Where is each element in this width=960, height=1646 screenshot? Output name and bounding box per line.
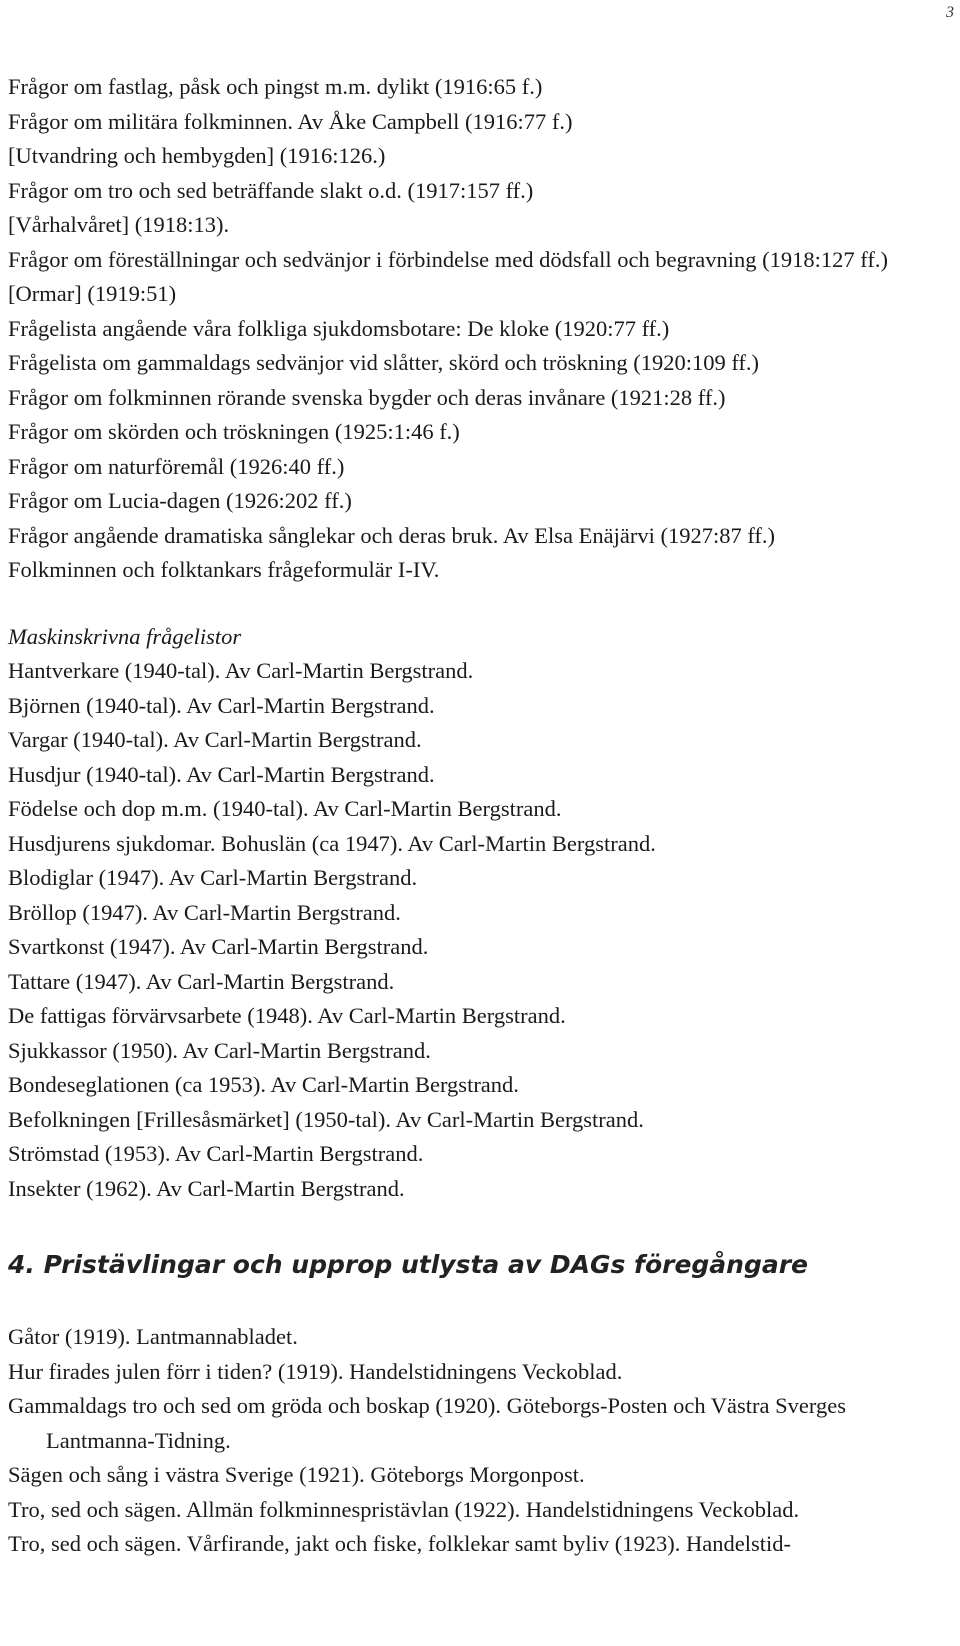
list-entry: Tro, sed och sägen. Allmän folkminnespristävlan (1922). Handelstidningens Veckoblad. [8,1496,800,1522]
section-heading: 4. Pristävlingar och upprop utlysta av DAGs föregångare [8,1250,809,1279]
list-entry: Sjukkassor (1950). Av Carl-Martin Bergstrand. [8,1037,431,1063]
list-entry: Vargar (1940-tal). Av Carl-Martin Bergstrand. [8,727,422,752]
list-entry: Husdjur (1940-tal). Av Carl-Martin Bergstrand. [8,761,435,787]
page-number: 3 [946,4,954,21]
list-entry: Hur firades julen förr i tiden? (1919). Handelstidningens Veckoblad. [8,1358,623,1384]
competition-list [8,1320,948,1562]
questionnaire-list [8,70,948,588]
list-entry: Tattare (1947). Av Carl-Martin Bergstrand. [8,968,395,994]
list-entry: [Vårhalvåret] (1918:13). [8,212,230,237]
list-entry: Frågor angående dramatiska sånglekar och deras bruk. Av Elsa Enäjärvi (1927:87 ff.) [8,522,776,548]
list-entry: [Ormar] (1919:51) [8,281,177,306]
list-entry: Strömstad (1953). Av Carl-Martin Bergstrand. [8,1141,424,1166]
list-entry: Sägen och sång i västra Sverige (1921). Göteborgs Morgonpost. [8,1462,585,1487]
typewritten-questionnaire-list [8,654,948,1206]
list-entry: Insekter (1962). Av Carl-Martin Bergstrand. [8,1175,405,1201]
list-entry: Frågor om militära folkminnen. Av Åke Campbell (1916:77 f.) [8,108,573,134]
list-entry: Hantverkare (1940-tal). Av Carl-Martin Bergstrand. [8,658,474,683]
list-entry: Frågor om Lucia-dagen (1926:202 ff.) [8,488,352,513]
list-entry: Frågelista angående våra folkliga sjukdomsbotare: De kloke (1920:77 ff.) [8,315,670,341]
list-entry: Frågor om folkminnen rörande svenska bygder och deras invånare (1921:28 ff.) [8,384,726,410]
typewritten-questionnaires-subheading: Maskinskrivna frågelistor [8,623,242,649]
list-entry: Björnen (1940-tal). Av Carl-Martin Bergstrand. [8,692,435,718]
list-entry: Frågelista om gammaldags sedvänjor vid slåtter, skörd och tröskning (1920:109 ff.) [8,350,760,375]
list-entry: Födelse och dop m.m. (1940-tal). Av Carl-Martin Bergstrand. [8,796,562,821]
list-entry: Frågor om naturföremål (1926:40 ff.) [8,453,345,479]
list-entry: Blodiglar (1947). Av Carl-Martin Bergstrand. [8,865,418,890]
list-entry: Frågor om tro och sed beträffande slakt o.d. (1917:157 ff.) [8,177,534,203]
list-entry: Gammaldags tro och sed om gröda och boskap (1920). Göteborgs-Posten och Västra Sverges Lantmanna-Tidning. [8,1393,846,1453]
list-entry: Husdjurens sjukdomar. Bohuslän (ca 1947). Av Carl-Martin Bergstrand. [8,830,656,856]
list-entry: Folkminnen och folktankars frågeformulär I-IV. [8,557,440,582]
list-entry: Frågor om fastlag, påsk och pingst m.m. dylikt (1916:65 f.) [8,74,543,99]
list-entry: [Utvandring och hembygden] (1916:126.) [8,143,386,168]
list-entry: Tro, sed och sägen. Vårfirande, jakt och fiske, folklekar samt byliv (1923). Handelstid- [8,1531,791,1556]
document-body [8,70,948,1562]
list-entry: Frågor om skörden och tröskningen (1925:1:46 f.) [8,419,460,444]
list-entry: Bondeseglationen (ca 1953). Av Carl-Martin Bergstrand. [8,1072,519,1097]
list-entry: Gåtor (1919). Lantmannabladet. [8,1324,298,1349]
list-entry: Befolkningen [Frillesåsmärket] (1950-tal). Av Carl-Martin Bergstrand. [8,1106,644,1132]
list-entry: Frågor om föreställningar och sedvänjor i förbindelse med dödsfall och begravning (1918:127 ff.) [8,246,888,272]
list-entry: De fattigas förvärvsarbete (1948). Av Carl-Martin Bergstrand. [8,1003,566,1028]
list-entry: Svartkonst (1947). Av Carl-Martin Bergstrand. [8,934,429,959]
list-entry: Bröllop (1947). Av Carl-Martin Bergstrand. [8,899,401,925]
